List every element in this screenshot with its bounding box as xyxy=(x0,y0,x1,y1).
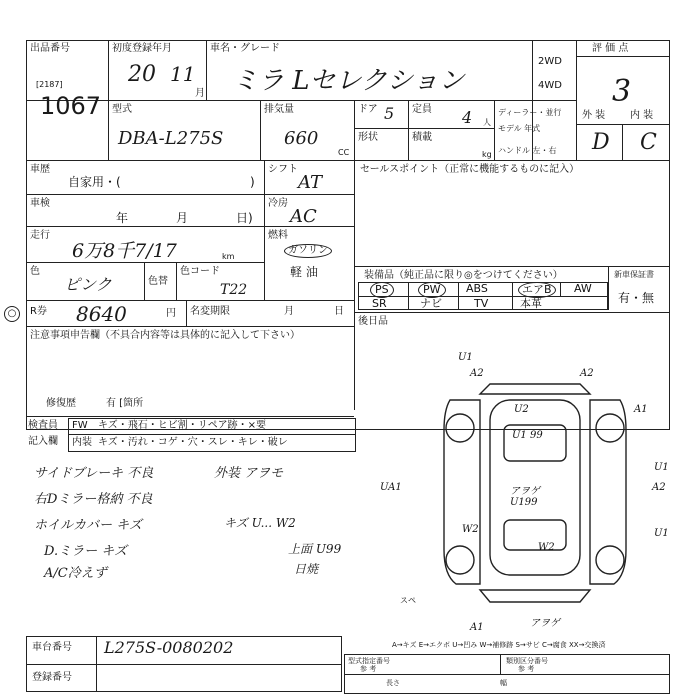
class-label: 類別区分番号 xyxy=(506,657,548,665)
notes-title: 注意事項申告欄（不具合内容等は具体的に記入して下さい） xyxy=(30,330,300,341)
handle-label: ハンドル 左・右 xyxy=(498,146,557,155)
note-line-1: サイドブレーキ 不良 xyxy=(34,466,154,481)
meigi-label: 名変期限 xyxy=(190,306,230,317)
eval-score: 3 xyxy=(612,74,632,109)
color-code: T22 xyxy=(220,282,248,298)
displacement-label: 排気量 xyxy=(264,104,294,115)
chassis-label: 車台番号 xyxy=(32,642,72,653)
class-ref: 参 考 xyxy=(518,665,535,673)
capacity-unit: 人 xyxy=(483,118,491,127)
rear-label: 後日品 xyxy=(358,316,388,327)
car-name: ミラ Lセレクション xyxy=(232,66,465,96)
load-label: 積載 xyxy=(412,132,432,143)
note-right-2: キズ U... W2 xyxy=(224,516,296,530)
yen-unit: 円 xyxy=(166,308,176,319)
lot-sub: [2187] xyxy=(36,80,63,89)
note-line-4: D.ミラー キズ xyxy=(44,544,127,559)
shift-label: シフト xyxy=(268,164,298,175)
equip-tv: TV xyxy=(474,297,489,310)
twowd-label: 2WD xyxy=(538,56,562,67)
sales-title: セールスポイント（正常に機能するものに記入） xyxy=(360,164,580,175)
mark-a2-left: A2 xyxy=(470,368,484,379)
inspection-year: 年 xyxy=(116,211,129,225)
equip-title: 装備品（純正品に限り◎をつけてください） xyxy=(364,270,563,281)
model-code: DBA-L275S xyxy=(118,128,224,149)
color-label: 色 xyxy=(30,266,40,277)
mark-u1-99: U1 99 xyxy=(512,430,543,441)
capacity-label: 定員 xyxy=(412,104,432,115)
mark-a2-side: A2 xyxy=(652,482,666,493)
dealer-label: ディーラー・並行 xyxy=(498,108,562,117)
mark-agege-rear: アヲゲ xyxy=(530,618,560,629)
shift-value: AT xyxy=(298,172,323,193)
model-year-label: モデル 年式 xyxy=(498,124,541,133)
meigi-day: 日 xyxy=(334,306,344,317)
mark-agege-center: アヲゲ U199 xyxy=(510,486,540,508)
mark-a1-right: A1 xyxy=(634,404,648,415)
repair-label: 修復歴 xyxy=(46,398,76,409)
type-cert-label: 型式指定番号 xyxy=(348,657,390,665)
cc-unit: CC xyxy=(338,148,350,157)
legend: A→キズ E→エクボ U→凹み W→補修跡 S→サビ C→腐食 XX→交換済 xyxy=(392,641,606,649)
capacity: 4 xyxy=(462,108,473,127)
mark-w2-right: W2 xyxy=(538,542,555,553)
mark-ua1: UA1 xyxy=(380,482,402,493)
note-line-5: A/C冷えず xyxy=(44,566,107,581)
first-reg-month: 11 xyxy=(170,62,196,86)
chassis-value: L275S-0080202 xyxy=(104,638,234,657)
note-right-1: 外装 アヲモ xyxy=(214,466,284,481)
lot-number: 1067 xyxy=(40,92,102,120)
doors: 5 xyxy=(384,104,395,123)
color-code-label: 色コード xyxy=(180,266,220,277)
type-cert-ref: 参 考 xyxy=(360,665,377,673)
aircon-label: 冷房 xyxy=(268,198,288,209)
equip-ps: PS xyxy=(370,282,394,298)
mark-u1-rear: U1 xyxy=(654,528,669,539)
inspection-month: 月 xyxy=(176,211,189,225)
fuel-label: 燃料 xyxy=(268,230,288,241)
displacement: 660 xyxy=(284,128,319,149)
note-right-4: 日焼 xyxy=(294,562,319,576)
equip-aw: AW xyxy=(574,282,592,295)
spare-label: スペ xyxy=(400,596,416,605)
r-label: R券 xyxy=(30,306,47,317)
fuel-alt: 軽 油 xyxy=(290,265,318,279)
warranty-value: 有・無 xyxy=(618,291,655,305)
mark-w2-left: W2 xyxy=(462,524,479,535)
exterior-label: 外 装 xyxy=(582,110,606,121)
length-label: 長さ xyxy=(386,679,400,687)
equip-abs: ABS xyxy=(466,282,488,295)
inspect-label: 検査員 xyxy=(28,420,58,431)
r-value: 8640 xyxy=(76,302,127,326)
inspection-day: 日) xyxy=(236,211,253,225)
km-unit: km xyxy=(222,252,235,261)
repair-value: 有 [箇所 xyxy=(106,398,144,409)
first-reg-year: 20 xyxy=(128,62,156,87)
equip-leather: 本革 xyxy=(520,297,542,310)
equip-pw: PW xyxy=(418,282,446,298)
fw-label: FW xyxy=(72,420,88,431)
fuel-value: ガソリン xyxy=(284,244,332,258)
history-value: 自家用・( xyxy=(68,175,121,189)
type-label: 型式 xyxy=(112,104,132,115)
equip-airbag: エアB xyxy=(518,282,556,298)
exterior-grade: D xyxy=(592,130,610,155)
kg-unit: kg xyxy=(482,150,492,159)
car-name-label: 車名・グレード xyxy=(210,43,280,54)
interior-fill-label: 内装 xyxy=(72,437,92,448)
mark-u2: U2 xyxy=(514,404,529,415)
mileage-value: 6万8千7/17 xyxy=(72,240,177,262)
hole-mark-icon: ○ xyxy=(4,306,20,322)
lot-label: 出品番号 xyxy=(30,43,70,54)
mark-u1-right: U1 xyxy=(654,462,669,473)
eval-label: 評 価 点 xyxy=(592,43,629,54)
width-label: 幅 xyxy=(500,679,507,687)
first-reg-label: 初度登録年月 xyxy=(112,43,172,54)
history-close: ) xyxy=(250,175,255,189)
aircon-value: AC xyxy=(290,206,317,227)
reg-label: 登録番号 xyxy=(32,672,72,683)
note-right-3: 上面 U99 xyxy=(288,542,342,556)
equip-sr: SR xyxy=(372,297,387,310)
first-reg-month-unit: 月 xyxy=(195,88,205,99)
note-line-3: ホイルカバー キズ xyxy=(34,518,142,533)
mark-a2-right: A2 xyxy=(580,368,594,379)
inspection-label: 車検 xyxy=(30,198,50,209)
history-label: 車歴 xyxy=(30,164,50,175)
interior-items: キズ・汚れ・コゲ・穴・スレ・キレ・破レ xyxy=(98,437,288,448)
fill-label: 記入欄 xyxy=(28,436,58,447)
mark-a1-rear: A1 xyxy=(470,622,484,633)
fourwd-label: 4WD xyxy=(538,80,562,91)
note-line-2: 右Dミラー格納 不良 xyxy=(34,492,153,507)
doors-label: ドア xyxy=(358,104,378,115)
interior-label: 内 装 xyxy=(630,110,654,121)
interior-grade: C xyxy=(640,130,657,155)
trim-label: 色替 xyxy=(148,276,168,287)
equip-navi: ナビ xyxy=(420,297,442,310)
color-value: ピンク xyxy=(64,275,112,294)
meigi-month: 月 xyxy=(284,306,294,317)
mileage-label: 走行 xyxy=(30,230,50,241)
shape-label: 形状 xyxy=(358,132,378,143)
fw-items: キズ・飛石・ヒビ割・リペア跡・×要 xyxy=(98,420,266,431)
new-warranty-label: 新車保証書 xyxy=(614,270,654,279)
mark-u1-top: U1 xyxy=(458,352,473,363)
